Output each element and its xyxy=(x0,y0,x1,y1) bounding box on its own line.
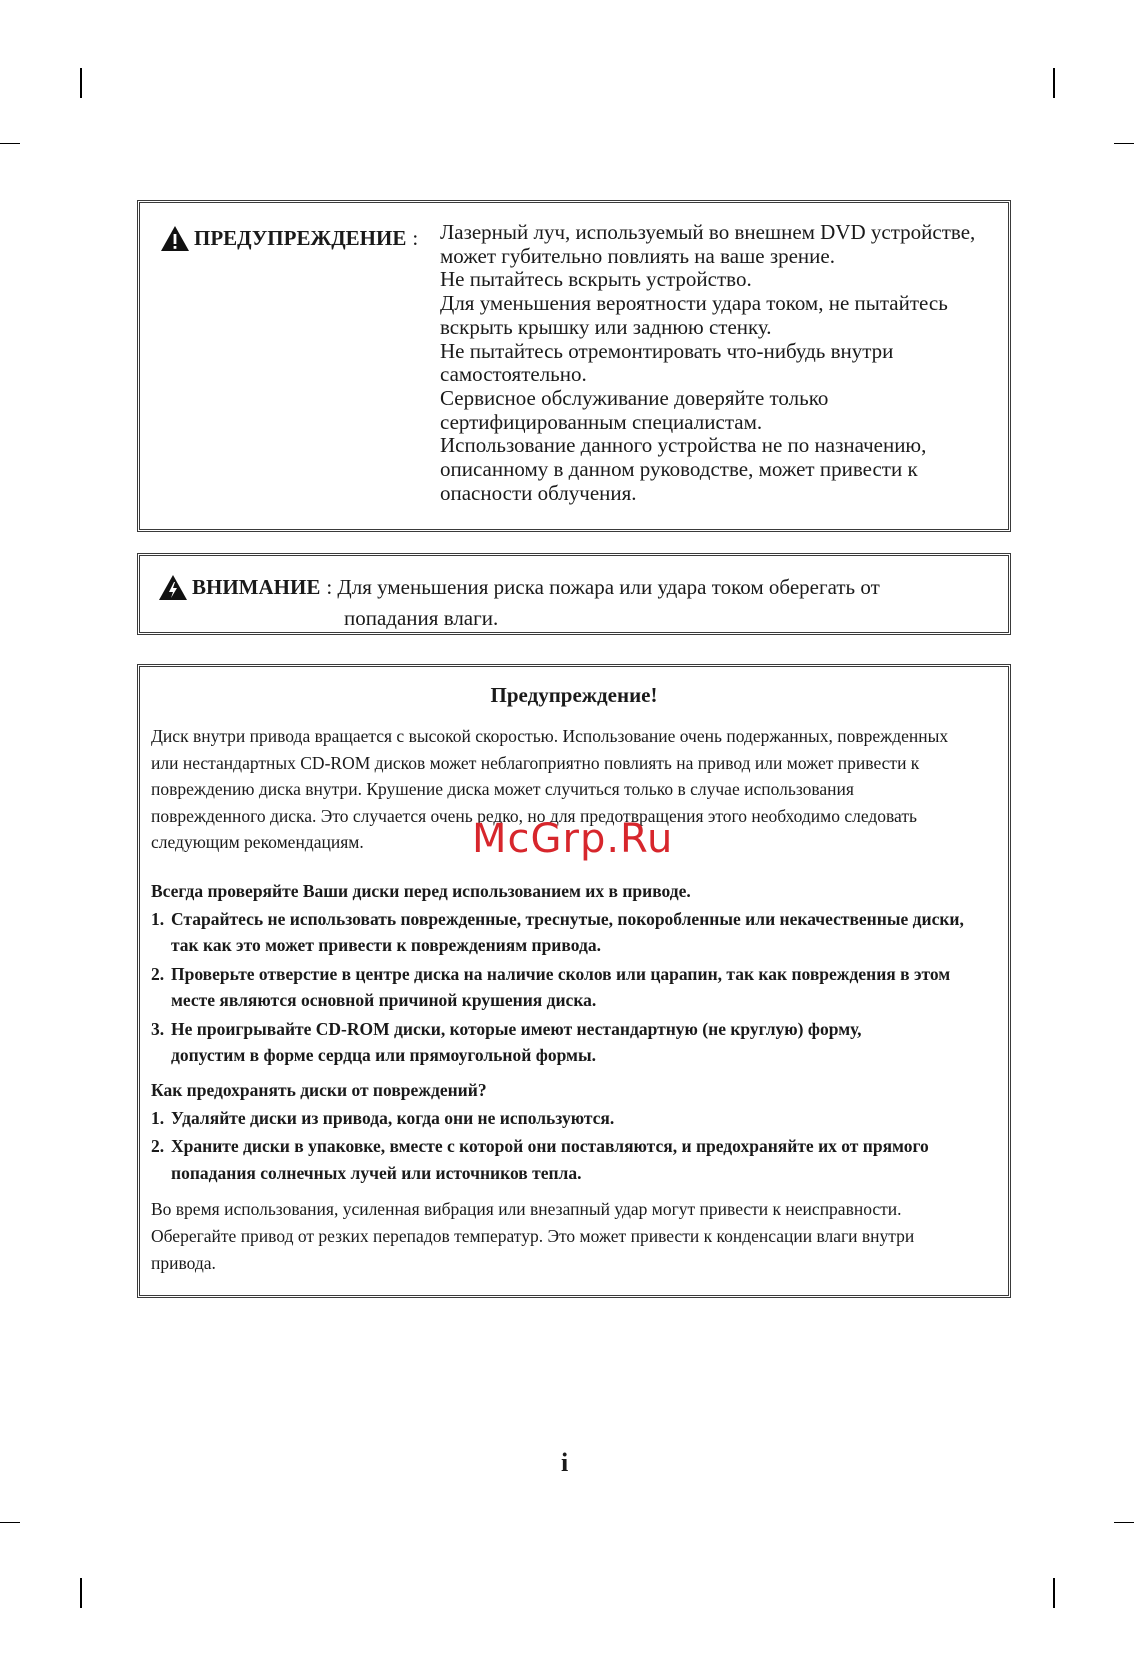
watermark: McGrp.Ru xyxy=(472,816,674,862)
item-number: 1. xyxy=(151,908,165,929)
crop-mark xyxy=(80,68,82,98)
caution-line xyxy=(158,574,880,601)
outro-line: Оберегайте привод от резких перепадов температур. Это может привести к конденсации влаги внутри xyxy=(151,1226,915,1246)
intro-line: следующим рекомендациям. xyxy=(151,832,364,852)
warning-label xyxy=(160,225,418,252)
item-number: 2. xyxy=(151,1136,165,1156)
warning-line: Не пытайтесь вскрыть устройство. xyxy=(440,267,752,292)
warning-line: вскрыть крышку или заднюю стенку. xyxy=(440,314,772,339)
caution-text: : Для уменьшения риска пожара или удара током оберегать от xyxy=(326,575,880,599)
intro-line: поврежденного диска. Это случается очень редко, но для предотвращения этого необходимо следовать xyxy=(151,805,918,826)
list-item xyxy=(151,1105,1001,1132)
item-text: Старайтесь не использовать поврежденные, треснутые, покоробленные или некачественные диски, xyxy=(171,908,964,929)
outro-paragraph xyxy=(151,1196,1001,1277)
item-text-continued: попадания солнечных лучей или источников тепла. xyxy=(171,1162,582,1183)
warning-line: самостоятельно. xyxy=(440,362,587,387)
list-item xyxy=(151,906,1001,959)
warning-line: может губительно повлиять на ваше зрение. xyxy=(440,243,835,268)
crop-mark xyxy=(1114,1522,1134,1523)
item-text: Храните диски в упаковке, вместе с которой они поставляются, и предохраняйте их от прямого xyxy=(171,1136,929,1156)
caution-box xyxy=(137,553,1011,635)
warning-triangle-icon xyxy=(158,574,188,601)
crop-mark xyxy=(0,1522,20,1523)
laser-warning-box xyxy=(137,200,1011,532)
warning-line: опасности облучения. xyxy=(440,480,637,505)
crop-mark xyxy=(0,143,20,144)
page-number: i xyxy=(561,1448,569,1477)
warning-triangle-icon xyxy=(160,225,190,252)
item-number: 1. xyxy=(151,1107,165,1128)
crop-mark xyxy=(80,1578,82,1608)
warning-label-text: ПРЕДУПРЕЖДЕНИЕ xyxy=(194,226,407,250)
warning-line: Лазерный луч, используемый во внешнем DVD устройстве, xyxy=(440,220,976,244)
outro-line: Во время использования, усиленная вибрация или внезапный удар могут привести к неисправности. xyxy=(151,1199,902,1219)
notice-title: Предупреждение! xyxy=(490,683,658,707)
list-item xyxy=(151,1016,1001,1069)
list-item xyxy=(151,1133,1001,1186)
crop-mark xyxy=(1053,1578,1055,1608)
warning-line: Сервисное обслуживание доверяйте только xyxy=(440,385,829,410)
check-heading: Всегда проверяйте Ваши диски перед использованием их в приводе. xyxy=(151,880,691,901)
warning-line: описанному в данном руководстве, может привести к xyxy=(440,457,918,482)
crop-mark xyxy=(1053,68,1055,98)
crop-mark xyxy=(1114,143,1134,144)
disk-notice-box xyxy=(137,664,1011,1298)
intro-line: или нестандартных CD-ROM дисков может неблагоприятно повлиять на привод или может привести к xyxy=(151,752,920,773)
warning-text xyxy=(440,221,1000,505)
item-text: Проверьте отверстие в центре диска на наличие сколов или царапин, так как повреждения в этом xyxy=(171,963,951,984)
item-text: Удаляйте диски из привода, когда они не используются. xyxy=(171,1107,615,1128)
item-number: 3. xyxy=(151,1018,165,1039)
item-text-continued: допустим в форме сердца или прямоугольной формы. xyxy=(171,1045,597,1065)
protect-heading: Как предохранять диски от повреждений? xyxy=(151,1079,487,1100)
intro-line: повреждению диска внутри. Крушение диска может случиться только в случае использования xyxy=(151,779,854,799)
notice-body xyxy=(151,723,1001,1277)
outro-line: привода. xyxy=(151,1253,216,1273)
warning-colon: : xyxy=(412,226,419,250)
item-text-continued: так как это может привести к повреждениям привода. xyxy=(171,935,601,955)
item-text-continued: месте являются основной причиной крушения диска. xyxy=(171,990,597,1010)
intro-line: Диск внутри привода вращается с высокой скоростью. Использование очень подержанных, поврежденных xyxy=(151,726,949,746)
item-text: Не проигрывайте CD-ROM диски, которые имеют нестандартную (не круглую) форму, xyxy=(171,1018,862,1039)
warning-line: Не пытайтесь отремонтировать что-нибудь внутри xyxy=(440,338,894,363)
caution-label: ВНИМАНИЕ xyxy=(192,575,321,599)
warning-line: Для уменьшения вероятности удара током, не пытайтесь xyxy=(440,291,948,316)
warning-line: сертифицированным специалистам. xyxy=(440,409,763,434)
caution-text-continued: попадания влаги. xyxy=(344,606,499,630)
item-number: 2. xyxy=(151,963,165,984)
warning-line: Использование данного устройства не по назначению, xyxy=(440,433,927,458)
list-item xyxy=(151,961,1001,1014)
